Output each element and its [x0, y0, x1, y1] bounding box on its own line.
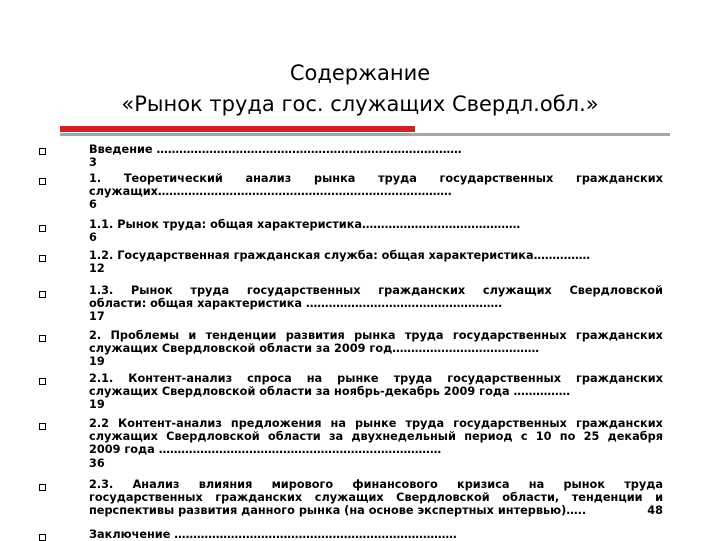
toc-page-number: 48 — [647, 504, 663, 518]
toc-entry-line: 1.3. Рынок труда государственных гражданских служащих Свердловской — [89, 284, 663, 297]
slide-title — [0, 58, 720, 120]
title-divider-rule — [60, 133, 670, 136]
toc-entry-text: 1.1. Рынок труда: общая характеристика…………………………………… — [89, 218, 521, 231]
toc-entry-line: области: общая характеристика ……………………………………………. — [89, 297, 503, 311]
toc-page-number: 6 — [89, 231, 97, 245]
toc-item-2-1 — [89, 372, 663, 412]
square-bullet-icon — [39, 291, 46, 298]
toc-page-number: 17 — [89, 310, 105, 324]
toc-page-number: 12 — [89, 262, 105, 276]
toc-item-2-3 — [89, 478, 663, 518]
toc-entry-text: Заключение ………………………………………………………………… — [89, 528, 457, 541]
toc-item-chapter-1 — [89, 172, 663, 212]
square-bullet-icon — [39, 148, 46, 155]
toc-page-number: 19 — [89, 355, 105, 369]
toc-entry-line: служащих Свердловской области за 2009 год………………………………… — [89, 342, 540, 356]
toc-entry-line: служащих…………………………………………………………………… — [89, 185, 452, 199]
toc-item-1-1 — [89, 218, 663, 244]
square-bullet-icon — [39, 178, 46, 185]
toc-entry-line: государственных гражданских служащих Свердловской области, тенденции и — [89, 491, 663, 505]
square-bullet-icon — [39, 423, 46, 430]
square-bullet-icon — [39, 255, 46, 262]
square-bullet-icon — [39, 225, 46, 232]
toc-entry-line: 2.3. Анализ влияния мирового финансового кризиса на рынок труда — [89, 478, 663, 491]
toc-entry-text: 1.2. Государственная гражданская служба: общая характеристика…………… — [89, 249, 591, 262]
toc-item-introduction — [89, 143, 663, 169]
toc-entry-line: 2.1. Контент-анализ спроса на рынке труда государственных гражданских — [89, 372, 663, 385]
toc-entry-line: перспективы развития данного рынка (на основе экспертных интервью)….. 48 — [89, 504, 663, 518]
toc-item-1-2 — [89, 249, 663, 275]
toc-entry-text: Введение ……………………………………………………………………… — [89, 143, 462, 156]
square-bullet-icon — [39, 378, 46, 385]
toc-page-number: 36 — [89, 456, 105, 470]
toc-entry-line: 1. Теоретический анализ рынка труда государственных гражданских — [89, 172, 663, 185]
toc-item-conclusion — [89, 528, 663, 541]
title-line-1: Содержание — [289, 61, 431, 85]
toc-page-number: 6 — [89, 198, 97, 212]
toc-page-number: 19 — [89, 398, 105, 412]
toc-entry-line: 2.2 Контент-анализ предложения на рынке труда государственных гражданских — [89, 417, 663, 430]
square-bullet-icon — [39, 484, 46, 491]
toc-entry-line: служащих Свердловской области за ноябрь-декабрь 2009 года …………… — [89, 385, 571, 399]
title-line-2: «Рынок труда гос. служащих Свердл.обл.» — [121, 92, 599, 116]
toc-entry-line: 2009 года ………………………………………………………………… — [89, 443, 442, 457]
toc-item-2-2 — [89, 417, 663, 470]
toc-entry-line: служащих Свердловской области за двухнедельный период с 10 по 25 декабря — [89, 430, 663, 444]
toc-entry-line: 2. Проблемы и тенденции развития рынка труда государственных гражданских — [89, 329, 663, 342]
title-accent-rule — [60, 126, 415, 132]
toc-item-chapter-2 — [89, 329, 663, 369]
toc-page-number: 3 — [89, 156, 97, 170]
square-bullet-icon — [39, 335, 46, 342]
toc-item-1-3 — [89, 284, 663, 324]
